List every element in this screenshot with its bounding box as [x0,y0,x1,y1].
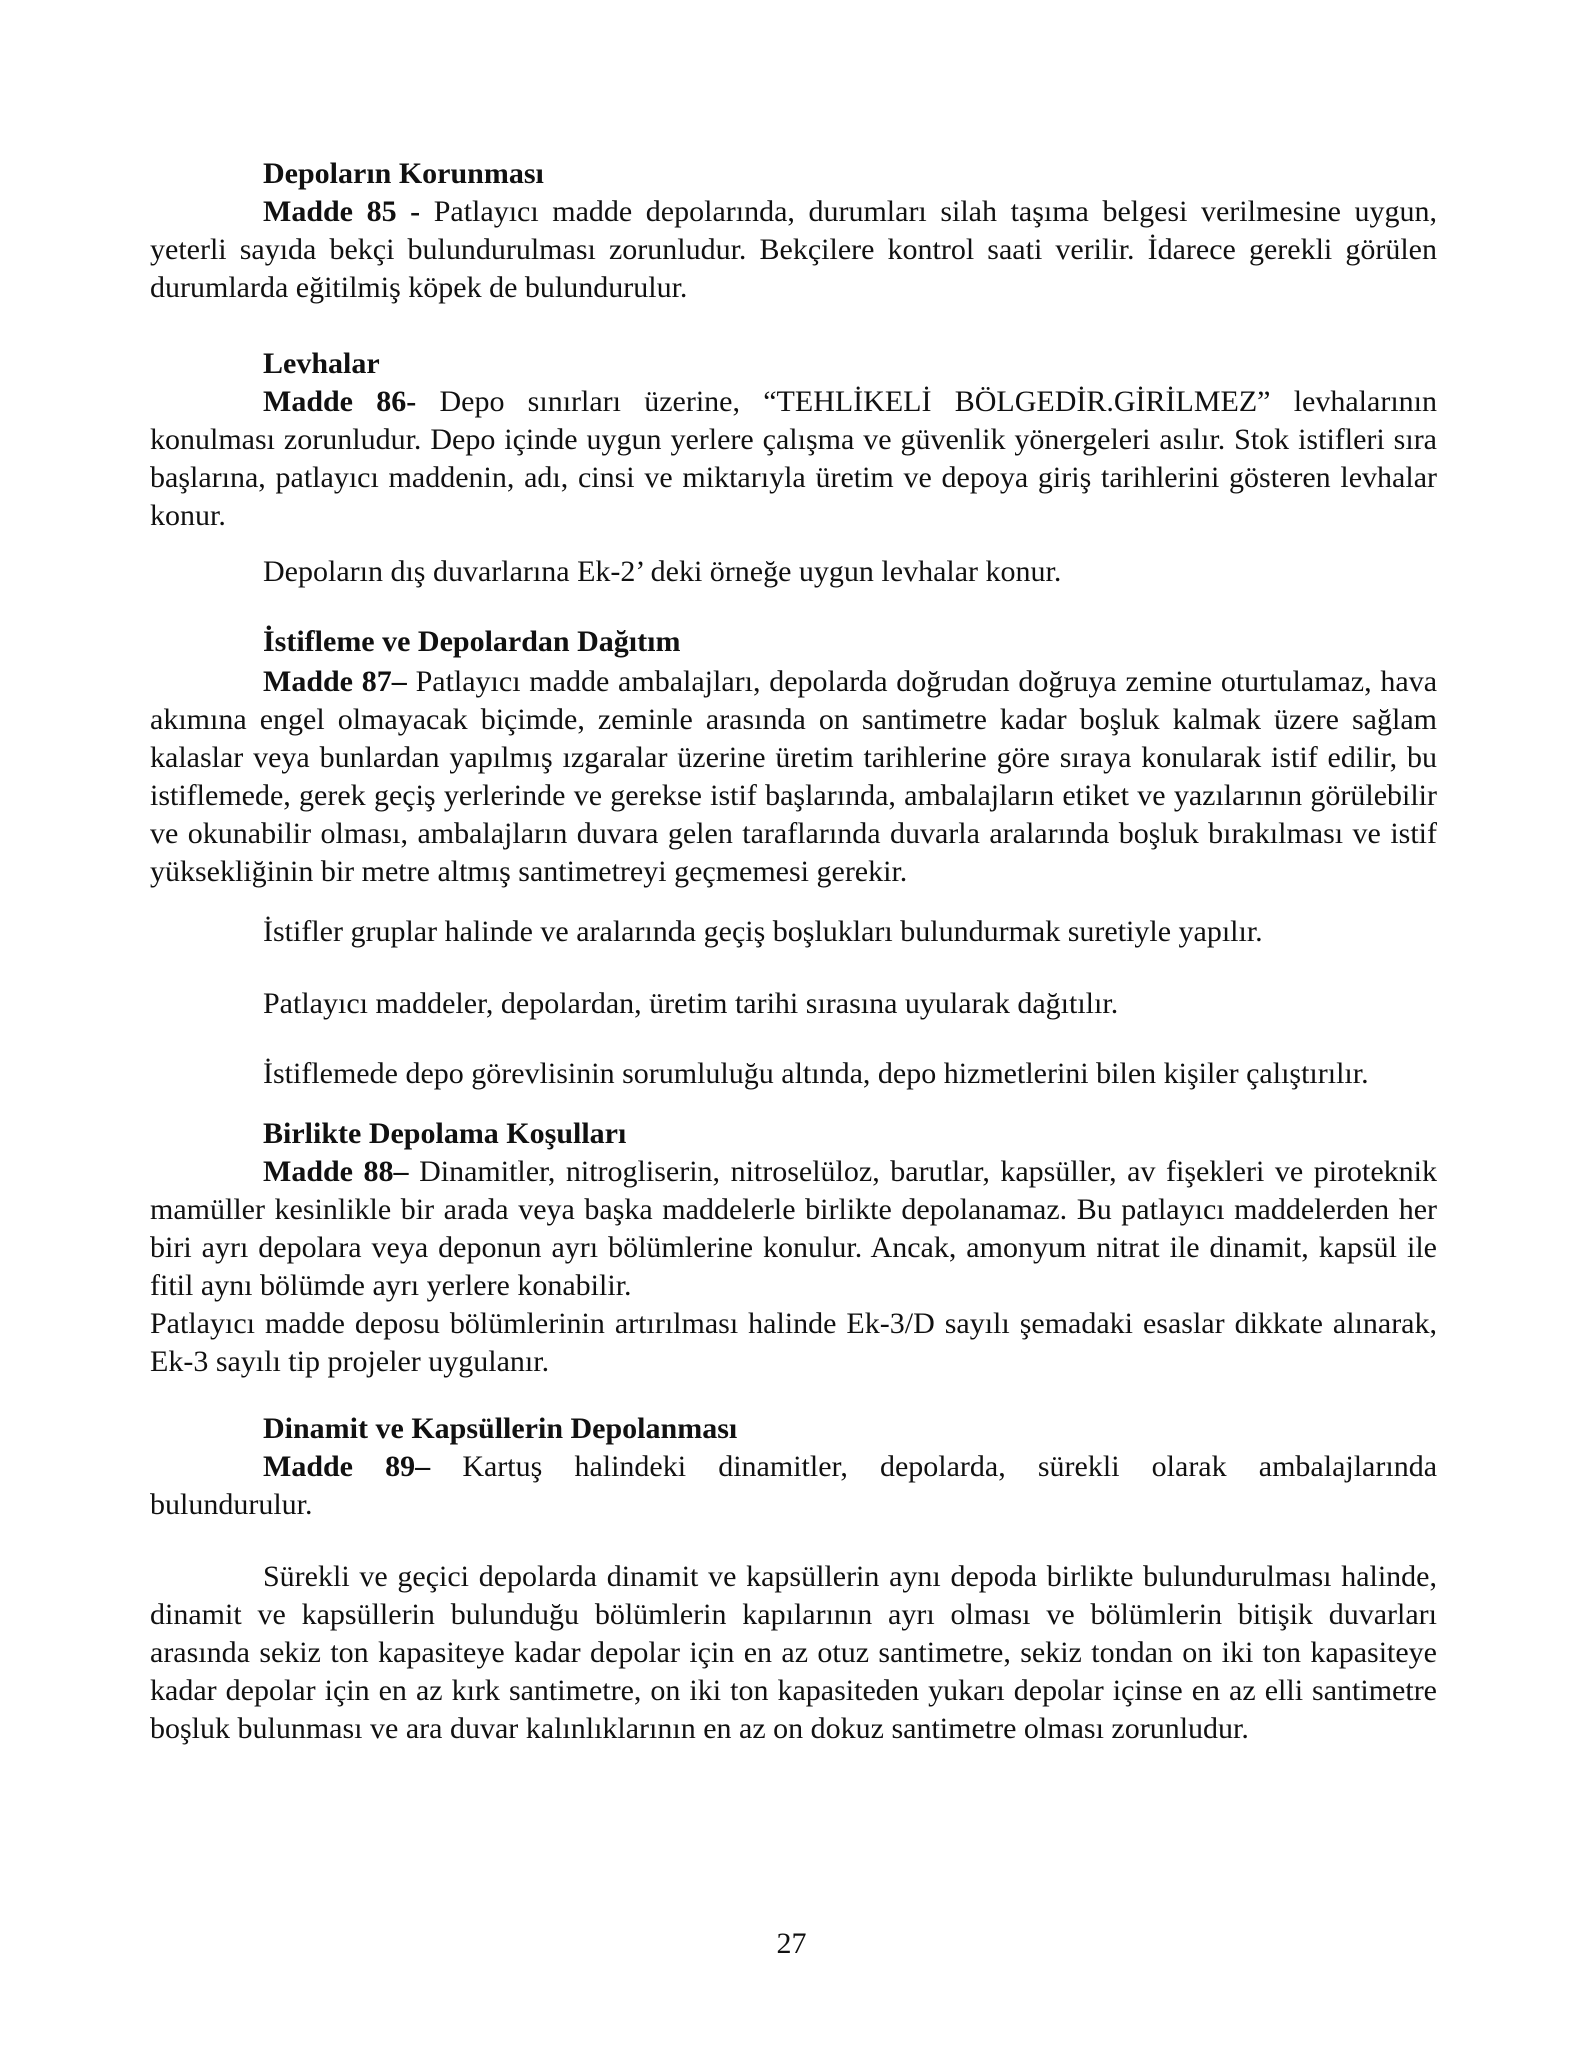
document-content [150,147,1437,1748]
section-heading-dinamit-kapsul-depolanmasi: Dinamit ve Kapsüllerin Depolanması [263,1412,738,1445]
madde-86-text: Depo sınırları üzerine, “TEHLİKELİ BÖLGEDİR.GİRİLMEZ” levhalarının konulması zorunludur. Depo içinde uygun yerlere çalışma ve güvenlik yönergeleri asılır. Stok istifleri sıra başlarına, patlayıcı maddenin, adı, cinsi ve miktarıyla üretim ve depoya giriş tarihlerini gösteren levhalar konur. [150,385,1437,532]
madde-85-text: Patlayıcı madde depolarında, durumları silah taşıma belgesi verilmesine uygun, yeterli sayıda bekçi bulundurulması zorunludur. Bekçilere kontrol saati verilir. İdarece gerekli görülen durumlarda eğitilmiş köpek de bulundurulur. [150,195,1438,304]
paragraph-madde-89 [150,1448,1437,1524]
section-heading-levhalar: Levhalar [263,347,380,380]
page-footer [0,1925,1583,1963]
madde-88-label: Madde 88– [263,1155,409,1188]
madde-87-text: Patlayıcı madde ambalajları, depolarda doğrudan doğruya zemine oturtulamaz, hava akımına engel olmayacak biçimde, zeminle arasında on santimetre kadar boşluk kalmak üzere sağlam kalaslar veya bunlardan yapılmış ızgaralar üzerine üretim tarihlerine göre sıraya konularak istif edilir, bu istiflemede, gerek geçiş yerlerinde ve gerekse istif başlarında, ambalajların etiket ve yazılarının görülebilir ve okunabilir olması, ambalajların duvara gelen taraflarında duvarla aralarında boşluk bırakılması ve istif yüksekliğinin bir metre altmış santimetreyi geçmemesi gerekir. [150,665,1438,888]
section-heading-istifleme-ve-dagitim: İstifleme ve Depolardan Dağıtım [263,625,681,658]
paragraph-madde-88 [150,1153,1437,1305]
paragraph-madde-85 [150,193,1437,307]
section-heading-depolarin-korunmasi: Depoların Korunması [263,157,544,190]
paragraph-madde-87 [150,663,1437,891]
paragraph-ek3-projeler: Patlayıcı madde deposu bölümlerinin artırılması halinde Ek-3/D sayılı şemadaki esaslar dikkate alınarak, Ek-3 sayılı tip projeler uygulanır. [150,1307,1437,1378]
madde-87-label: Madde 87– [263,665,407,698]
paragraph-surekli-gecici-depolar: Sürekli ve geçici depolarda dinamit ve kapsüllerin aynı depoda birlikte bulundurulması halinde, dinamit ve kapsüllerin bulunduğu bölümlerin kapılarının ayrı olması ve bölümlerin bitişik duvarları arasında sekiz ton kapasiteye kadar depolar için en az otuz santimetre, sekiz tondan on iki ton kapasiteye kadar depolar için en az kırk santimetre, on iki ton kapasiteden yukarı depolar içinse en az elli santimetre boşluk bulunması ve ara duvar kalınlıklarının en az on dokuz santimetre olması zorunludur. [150,1560,1437,1745]
madde-86-label: Madde 86- [263,385,417,418]
madde-89-label: Madde 89– [263,1450,431,1483]
madde-89-text-line1: Kartuş halindeki dinamitler, depolarda, sürekli olarak ambalajlarında [462,1450,1438,1483]
madde-85-label: Madde 85 - [263,195,421,228]
paragraph-dis-duvar-levha: Depoların dış duvarlarına Ek-2’ deki örneğe uygun levhalar konur. [263,555,1062,588]
section-heading-birlikte-depolama: Birlikte Depolama Koşulları [263,1117,627,1150]
page-number: 27 [776,1927,807,1960]
madde-89-text-line2: bulundurulur. [150,1488,313,1521]
paragraph-istifler-gruplar: İstifler gruplar halinde ve aralarında geçiş boşlukları bulundurmak suretiyle yapılır. [263,915,1263,948]
paragraph-uretim-tarihi-dagitim: Patlayıcı maddeler, depolardan, üretim tarihi sırasına uyularak dağıtılır. [263,987,1119,1020]
paragraph-depo-gorevlisi: İstiflemede depo görevlisinin sorumluluğu altında, depo hizmetlerini bilen kişiler çalıştırılır. [263,1057,1369,1090]
paragraph-madde-86 [150,383,1437,535]
madde-88-text: Dinamitler, nitrogliserin, nitroselüloz, barutlar, kapsüller, av fişekleri ve piroteknik mamüller kesinlikle bir arada veya başka maddelerle birlikte depolanamaz. Bu patlayıcı maddelerden her biri ayrı depolara veya deponun ayrı bölümlerine konulur. Ancak, amonyum nitrat ile dinamit, kapsül ile fitil aynı bölümde ayrı yerlere konabilir. [150,1155,1438,1302]
